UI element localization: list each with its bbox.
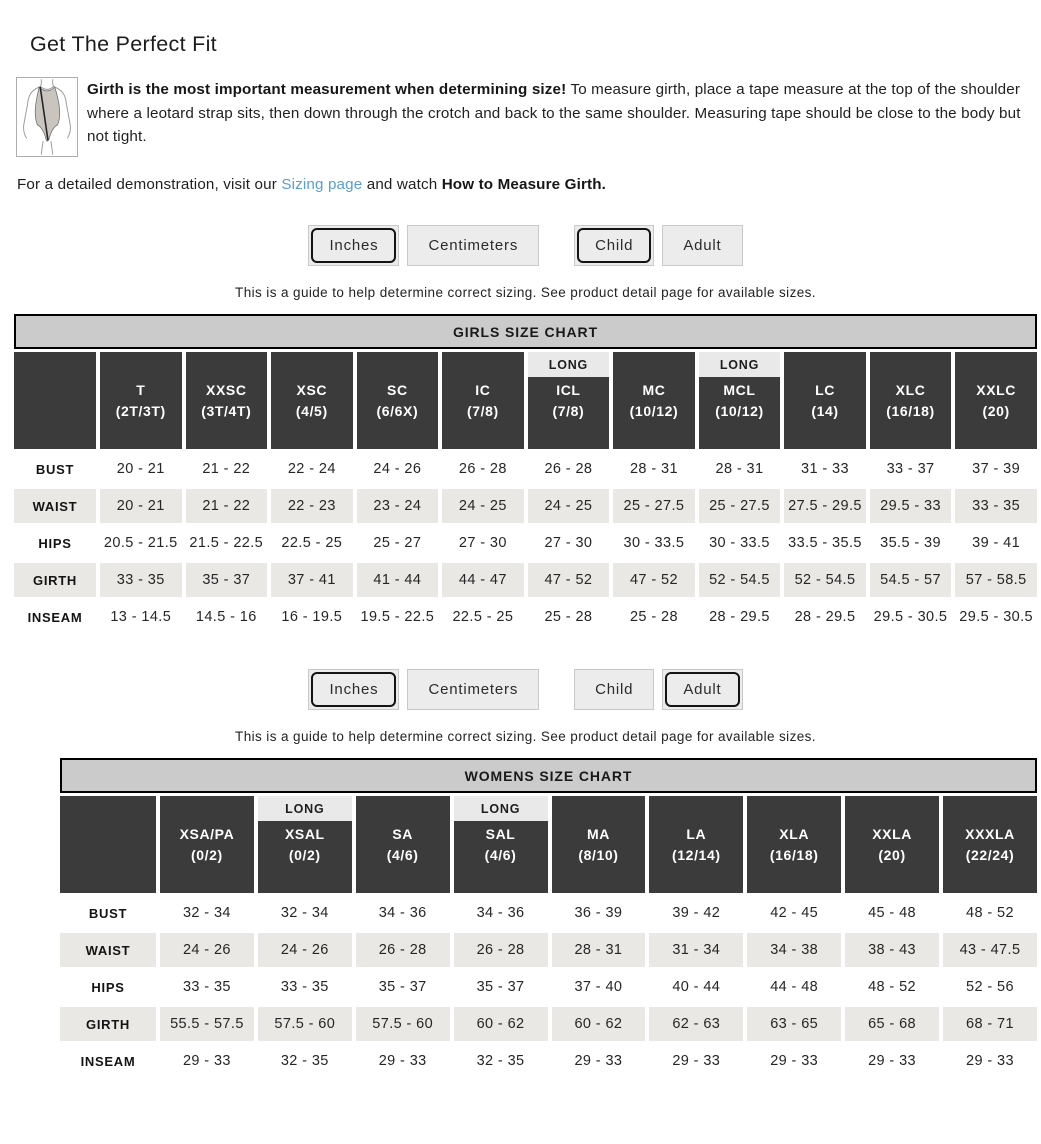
size-range-cell: 60 - 62 xyxy=(552,1007,646,1041)
size-range-cell: 40 - 44 xyxy=(672,979,721,995)
size-range: (0/2) xyxy=(191,846,223,863)
size-range-cell: 29 - 33 xyxy=(868,1053,917,1069)
size-range-cell: 26 - 28 xyxy=(458,461,507,477)
size-range-cell: 25 - 28 xyxy=(629,609,678,625)
column-header-mc xyxy=(613,352,695,449)
column-header-text xyxy=(442,380,524,422)
size-range-cell: 22 - 24 xyxy=(287,461,336,477)
girls-size-table xyxy=(10,349,1041,637)
size-range-cell: 26 - 28 xyxy=(544,461,593,477)
size-range-cell: 48 - 52 xyxy=(966,905,1014,921)
column-header-text xyxy=(955,380,1037,422)
size-range-cell: 21 - 22 xyxy=(186,489,268,523)
measurement-row-hips xyxy=(14,526,1037,560)
size-range-cell: 28 - 31 xyxy=(629,461,678,477)
size-header-row xyxy=(14,352,1037,449)
size-range-cell: 29 - 33 xyxy=(966,1053,1014,1069)
button-label: Child xyxy=(577,228,651,263)
size-code: MA xyxy=(586,825,610,842)
child-size-section xyxy=(14,225,1037,637)
column-header-text xyxy=(845,824,939,866)
measurement-row-girth xyxy=(14,563,1037,597)
measurement-row-hips xyxy=(60,970,1037,1004)
column-header-ic xyxy=(442,352,524,449)
size-range: (0/2) xyxy=(288,846,321,863)
column-header-text xyxy=(100,380,182,422)
size-range-cell: 29.5 - 30.5 xyxy=(959,609,1034,625)
size-code: XXSC xyxy=(206,381,247,398)
size-range-cell: 27 - 30 xyxy=(544,535,593,551)
size-range-cell: 33 - 35 xyxy=(955,489,1037,523)
size-range-cell: 21 - 22 xyxy=(202,461,251,477)
size-range-cell: 24 - 26 xyxy=(258,933,352,967)
size-range-cell: 43 - 47.5 xyxy=(943,933,1037,967)
size-range-cell: 13 - 14.5 xyxy=(110,609,172,625)
size-range-cell: 60 - 62 xyxy=(454,1007,548,1041)
centimeters-button[interactable] xyxy=(407,225,539,266)
column-header-text xyxy=(649,824,743,866)
size-range-cell: 14.5 - 16 xyxy=(195,609,257,625)
column-header-xxsc xyxy=(186,352,268,449)
size-range: (10/12) xyxy=(715,402,764,419)
size-range-cell: 22 - 23 xyxy=(271,489,353,523)
row-label-girth: GIRTH xyxy=(60,1007,156,1041)
size-range-cell: 35 - 37 xyxy=(378,979,427,995)
size-range-cell: 20 - 21 xyxy=(116,461,165,477)
size-range-cell: 33 - 35 xyxy=(280,979,329,995)
size-range-cell: 36 - 39 xyxy=(574,905,623,921)
column-header-sal xyxy=(454,796,548,893)
size-range: (16/18) xyxy=(769,846,819,863)
size-range-cell: 34 - 36 xyxy=(476,905,525,921)
size-range-cell: 44 - 48 xyxy=(770,979,819,995)
size-range-cell: 28 - 31 xyxy=(552,933,646,967)
womens-size-chart xyxy=(60,758,1037,1081)
button-label: Inches xyxy=(311,672,396,707)
size-range-cell: 39 - 41 xyxy=(972,535,1021,551)
size-code: XXLC xyxy=(976,381,1017,398)
measurement-row-waist xyxy=(14,489,1037,523)
size-range-cell: 45 - 48 xyxy=(868,905,917,921)
adult-button[interactable] xyxy=(662,669,742,710)
column-header-ma xyxy=(552,796,646,893)
measurement-row-inseam xyxy=(14,600,1037,634)
size-code: SC xyxy=(387,381,408,398)
size-range-cell: 39 - 42 xyxy=(672,905,721,921)
size-range: (4/5) xyxy=(295,402,328,419)
size-range-cell: 28 - 31 xyxy=(715,461,764,477)
size-range-cell: 29 - 33 xyxy=(574,1053,623,1069)
size-range: (4/6) xyxy=(386,846,419,863)
size-range-cell: 33 - 35 xyxy=(100,563,182,597)
column-header-icl xyxy=(528,352,610,449)
girth-instructions-bold: Girth is the most important measurement when determining size! xyxy=(87,81,567,98)
demo-line xyxy=(17,176,1037,193)
size-range-cell: 25 - 28 xyxy=(544,609,593,625)
child-toggle-row xyxy=(14,225,1037,266)
header-corner-cell xyxy=(14,352,96,449)
size-range-cell: 65 - 68 xyxy=(845,1007,939,1041)
column-header-text xyxy=(870,380,952,422)
size-range-cell: 29 - 33 xyxy=(378,1053,427,1069)
size-range-cell: 28 - 29.5 xyxy=(709,609,770,625)
size-range-cell: 35 - 37 xyxy=(476,979,525,995)
size-range-cell: 24 - 26 xyxy=(373,461,422,477)
size-range-cell: 29.5 - 33 xyxy=(870,489,952,523)
child-button[interactable] xyxy=(574,669,654,710)
size-range-cell: 37 - 39 xyxy=(972,461,1021,477)
size-range-cell: 19.5 - 22.5 xyxy=(360,609,435,625)
column-header-sc xyxy=(357,352,439,449)
size-range-cell: 52 - 56 xyxy=(966,979,1014,995)
size-code: SAL xyxy=(485,825,516,842)
size-range: (14) xyxy=(811,402,839,419)
row-label-hips: HIPS xyxy=(91,979,125,995)
size-range-cell: 52 - 54.5 xyxy=(699,563,781,597)
column-header-text xyxy=(160,824,254,866)
adult-size-section xyxy=(14,669,1037,1081)
size-range: (22/24) xyxy=(965,846,1015,863)
size-range-cell: 20.5 - 21.5 xyxy=(103,535,178,551)
column-header-text xyxy=(356,824,450,866)
size-code: SA xyxy=(392,825,414,842)
size-range: (7/8) xyxy=(466,402,499,419)
size-range-cell: 30 - 33.5 xyxy=(623,535,685,551)
size-range-cell: 21.5 - 22.5 xyxy=(189,535,264,551)
size-range-cell: 63 - 65 xyxy=(747,1007,841,1041)
row-label-bust: BUST xyxy=(88,905,128,921)
row-label-inseam: INSEAM xyxy=(80,1053,136,1069)
column-header-text xyxy=(186,380,268,422)
button-label: Adult xyxy=(683,237,722,254)
column-header-text xyxy=(699,380,781,422)
size-code: T xyxy=(136,381,146,398)
size-range-cell: 68 - 71 xyxy=(943,1007,1037,1041)
column-header-xxlc xyxy=(955,352,1037,449)
size-range-cell: 20 - 21 xyxy=(100,489,182,523)
measurement-row-bust xyxy=(60,896,1037,930)
size-range-cell: 16 - 19.5 xyxy=(281,609,343,625)
size-range-cell: 31 - 34 xyxy=(649,933,743,967)
column-header-text xyxy=(528,380,610,422)
size-range-cell: 29.5 - 30.5 xyxy=(873,609,948,625)
column-header-xxla xyxy=(845,796,939,893)
size-range-cell: 57 - 58.5 xyxy=(955,563,1037,597)
size-code: XLA xyxy=(779,825,810,842)
measurement-row-bust xyxy=(14,452,1037,486)
size-range-cell: 29 - 33 xyxy=(672,1053,721,1069)
column-header-la xyxy=(649,796,743,893)
size-range-cell: 23 - 24 xyxy=(357,489,439,523)
long-badge: LONG xyxy=(454,796,548,821)
demo-prefix: For a detailed demonstration, visit our xyxy=(17,176,282,193)
size-range-cell: 34 - 36 xyxy=(378,905,427,921)
size-range-cell: 24 - 25 xyxy=(528,489,610,523)
size-range: (16/18) xyxy=(886,402,935,419)
size-range: (3T/4T) xyxy=(201,402,252,419)
size-range-cell: 29 - 33 xyxy=(182,1053,231,1069)
size-code: XXLA xyxy=(872,825,912,842)
button-label: Child xyxy=(595,681,634,698)
row-label-waist: WAIST xyxy=(60,933,156,967)
size-range-cell: 25 - 27 xyxy=(373,535,422,551)
column-header-text xyxy=(357,380,439,422)
guide-text: This is a guide to help determine correct sizing. See product detail page for available sizes. xyxy=(235,729,816,744)
long-badge: LONG xyxy=(528,352,610,377)
size-code: ICL xyxy=(556,381,581,398)
inches-button[interactable] xyxy=(308,225,399,266)
measurement-row-waist xyxy=(60,933,1037,967)
size-range-cell: 24 - 26 xyxy=(160,933,254,967)
page-title: Get The Perfect Fit xyxy=(30,32,217,56)
column-header-xlc xyxy=(870,352,952,449)
size-range-cell: 32 - 34 xyxy=(182,905,231,921)
size-code: XXXLA xyxy=(965,825,1015,842)
size-range-cell: 44 - 47 xyxy=(442,563,524,597)
size-range-cell: 22.5 - 25 xyxy=(281,535,343,551)
size-range-cell: 33 - 37 xyxy=(886,461,935,477)
header-corner-cell xyxy=(60,796,156,893)
size-code: IC xyxy=(475,381,491,398)
size-range-cell: 25 - 27.5 xyxy=(613,489,695,523)
demo-video-title: How to Measure Girth. xyxy=(441,176,607,193)
button-label: Adult xyxy=(665,672,739,707)
centimeters-button[interactable] xyxy=(407,669,539,710)
size-range-cell: 57.5 - 60 xyxy=(356,1007,450,1041)
size-range-cell: 35 - 37 xyxy=(186,563,268,597)
column-header-t xyxy=(100,352,182,449)
size-range-cell: 27.5 - 29.5 xyxy=(784,489,866,523)
size-range-cell: 35.5 - 39 xyxy=(880,535,941,551)
womens-size-table xyxy=(56,793,1041,1081)
measurement-row-girth xyxy=(60,1007,1037,1041)
size-range-cell: 42 - 45 xyxy=(770,905,819,921)
size-range-cell: 47 - 52 xyxy=(528,563,610,597)
size-range-cell: 37 - 40 xyxy=(574,979,623,995)
column-header-text xyxy=(552,824,646,866)
guide-text: This is a guide to help determine correct sizing. See product detail page for available sizes. xyxy=(235,285,816,300)
size-range-cell: 48 - 52 xyxy=(868,979,917,995)
column-header-text xyxy=(784,380,866,422)
size-range-cell: 22.5 - 25 xyxy=(452,609,514,625)
size-range: (2T/3T) xyxy=(115,402,166,419)
size-code: MCL xyxy=(723,381,756,398)
column-header-xsal xyxy=(258,796,352,893)
column-header-text xyxy=(613,380,695,422)
column-header-text xyxy=(747,824,841,866)
demo-middle: and watch xyxy=(362,176,442,193)
column-header-text xyxy=(271,380,353,422)
column-header-xxxla xyxy=(943,796,1037,893)
size-range-cell: 32 - 35 xyxy=(476,1053,525,1069)
column-header-xsa-pa xyxy=(160,796,254,893)
row-label-girth: GIRTH xyxy=(14,563,96,597)
size-range-cell: 47 - 52 xyxy=(613,563,695,597)
row-label-hips: HIPS xyxy=(38,535,72,551)
size-range-cell: 62 - 63 xyxy=(649,1007,743,1041)
size-range-cell: 32 - 35 xyxy=(280,1053,329,1069)
size-range: (8/10) xyxy=(578,846,619,863)
adult-toggle-row xyxy=(14,669,1037,710)
size-code: XLC xyxy=(895,381,926,398)
size-range-cell: 32 - 34 xyxy=(280,905,329,921)
girls-size-chart xyxy=(14,314,1037,637)
size-code: LA xyxy=(686,825,707,842)
girth-measurement-info xyxy=(16,77,1037,157)
size-range: (20) xyxy=(878,846,906,863)
size-range-cell: 38 - 43 xyxy=(845,933,939,967)
button-label: Centimeters xyxy=(428,681,519,698)
size-range-cell: 30 - 33.5 xyxy=(709,535,770,551)
size-range-cell: 26 - 28 xyxy=(356,933,450,967)
size-range: (4/6) xyxy=(484,846,517,863)
size-code: MC xyxy=(642,381,666,398)
size-range-cell: 27 - 30 xyxy=(458,535,507,551)
size-range: (6/6X) xyxy=(376,402,419,419)
column-header-lc xyxy=(784,352,866,449)
size-range-cell: 25 - 27.5 xyxy=(699,489,781,523)
size-range-cell: 41 - 44 xyxy=(357,563,439,597)
column-header-mcl xyxy=(699,352,781,449)
column-header-xsc xyxy=(271,352,353,449)
row-label-inseam: INSEAM xyxy=(27,609,83,625)
column-header-text xyxy=(258,824,352,866)
measurement-row-inseam xyxy=(60,1044,1037,1078)
size-range-cell: 26 - 28 xyxy=(454,933,548,967)
size-guide-page xyxy=(0,32,1041,1091)
size-code: XSC xyxy=(296,381,328,398)
chart-title-bar: GIRLS SIZE CHART xyxy=(14,314,1037,349)
size-range: (7/8) xyxy=(552,402,585,419)
column-header-sa xyxy=(356,796,450,893)
size-range-cell: 29 - 33 xyxy=(770,1053,819,1069)
size-range: (10/12) xyxy=(629,402,679,419)
column-header-text xyxy=(454,824,548,866)
column-header-xla xyxy=(747,796,841,893)
button-label: Centimeters xyxy=(428,237,519,254)
leotard-diagram-icon xyxy=(16,77,78,157)
size-code: LC xyxy=(815,381,835,398)
size-range-cell: 33.5 - 35.5 xyxy=(788,535,862,551)
chart-title-bar: WOMENS SIZE CHART xyxy=(60,758,1037,793)
size-range-cell: 57.5 - 60 xyxy=(258,1007,352,1041)
size-range-cell: 54.5 - 57 xyxy=(870,563,952,597)
child-button[interactable] xyxy=(574,225,654,266)
size-range-cell: 31 - 33 xyxy=(801,461,849,477)
row-label-waist: WAIST xyxy=(14,489,96,523)
size-code: XSA/PA xyxy=(179,825,235,842)
size-range: (12/14) xyxy=(672,846,721,863)
size-range-cell: 34 - 38 xyxy=(747,933,841,967)
size-range-cell: 55.5 - 57.5 xyxy=(160,1007,254,1041)
long-badge: LONG xyxy=(258,796,352,821)
sizing-page-link[interactable]: Sizing page xyxy=(281,176,363,193)
girth-instructions-rest: To measure girth, place a tape measure at the top of the shoulder where a leotard strap sits, then down through the crotch and back to the same shoulder. Measuring tape should be close to the body but not tight. xyxy=(87,81,1021,145)
size-code: XSAL xyxy=(284,825,325,842)
size-range-cell: 24 - 25 xyxy=(442,489,524,523)
inches-button[interactable] xyxy=(308,669,399,710)
size-range-cell: 52 - 54.5 xyxy=(784,563,866,597)
girth-instructions xyxy=(87,78,1025,149)
size-range-cell: 28 - 29.5 xyxy=(794,609,856,625)
size-range-cell: 33 - 35 xyxy=(182,979,231,995)
adult-button[interactable] xyxy=(662,225,742,266)
column-header-text xyxy=(943,824,1037,866)
row-label-bust: BUST xyxy=(35,461,75,477)
size-range-cell: 37 - 41 xyxy=(271,563,353,597)
button-label: Inches xyxy=(311,228,396,263)
size-header-row xyxy=(60,796,1037,893)
long-badge: LONG xyxy=(699,352,781,377)
size-range: (20) xyxy=(982,402,1010,419)
